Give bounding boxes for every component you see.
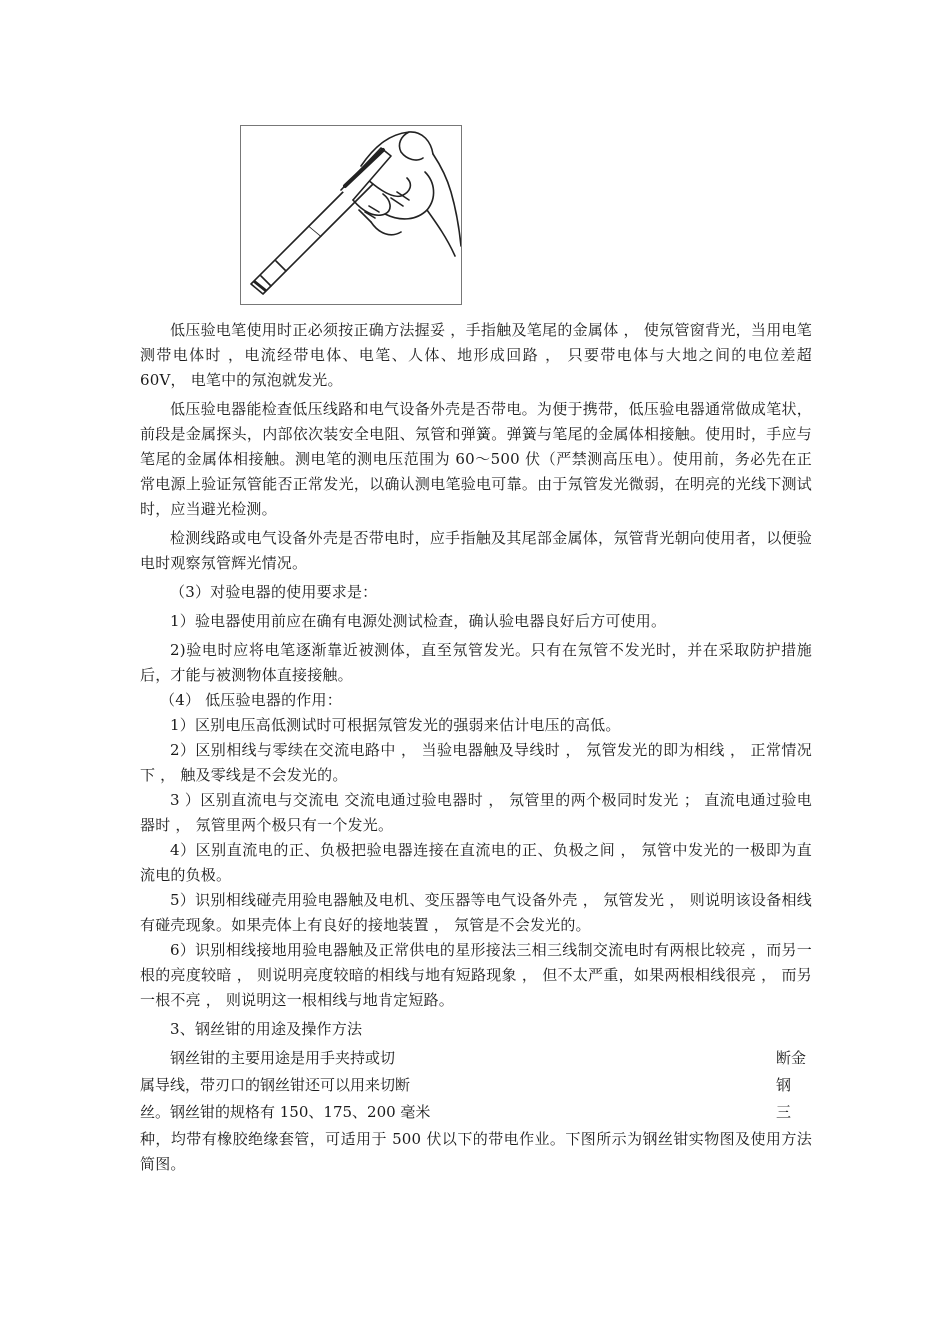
list-item: 1）区别电压高低测试时可根据氖管发光的强弱来估计电压的高低。	[170, 716, 621, 734]
test-pen-in-hand-icon	[241, 126, 461, 304]
list-item: 4）区别直流电的正、负极把验电器连接在直流电的正、负极之间 ， 氖管中发光的一极即为直流电的负极。	[140, 841, 812, 884]
paragraph: 种，均带有橡胶绝缘套管，可适用于 500 伏以下的带电作业。下图所示为钢丝钳实物图及使用方法简图。	[140, 1130, 812, 1173]
section-heading: 3、钢丝钳的用途及操作方法	[170, 1020, 363, 1038]
text-table	[140, 1046, 812, 1127]
document-body	[140, 318, 812, 1177]
paragraph: 低压验电笔使用时正必须按正确方法握妥 ，手指触及笔尾的金属体 ， 使氖管窗背光，当用电笔测带电体时 ，电流经带电体、电笔、人体、地形成回路 ， 只要带电体与大地之间的电位差超 60V， 电笔中的氖泡就发光。	[140, 321, 812, 389]
table-row	[140, 1100, 812, 1127]
list-item: 2)验电时应将电笔逐渐靠近被测体，直至氖管发光。只有在氖管不发光时，并在采取防护措施后，才能与被测物体直接接触。	[140, 641, 812, 684]
list-item: 2）区别相线与零续在交流电路中 ， 当验电器触及导线时 ， 氖管发光的即为相线 ， 正常情况下 ， 触及零线是不会发光的。	[140, 741, 812, 784]
table-cell: 属导线，带刃口的钢丝钳还可以用来切断	[140, 1076, 411, 1094]
table-row	[140, 1046, 812, 1073]
list-item: 6）识别相线接地用验电器触及正常供电的星形接法三相三线制交流电时有两根比较亮 ，而另一根的亮度较暗 ， 则说明亮度较暗的相线与地有短路现象 ， 但不太严重，如果两根相线很亮 ， 而另一根不亮 ， 则说明这一根相线与地肯定短路。	[140, 941, 812, 1009]
table-row	[140, 1073, 812, 1100]
list-item: 5）识别相线碰壳用验电器触及电机、变压器等电气设备外壳 ， 氖管发光 ， 则说明该设备相线有碰壳现象。如果壳体上有良好的接地装置 ， 氖管是不会发光的。	[140, 891, 812, 934]
table-cell: 丝。钢丝钳的规格有 150、175、200 毫米	[140, 1103, 431, 1121]
paragraph: 检测线路或电气设备外壳是否带电时，应手指触及其尾部金属体，氖管背光朝向使用者，以便验电时观察氖管辉光情况。	[140, 529, 812, 572]
section-heading: （4） 低压验电器的作用：	[160, 691, 342, 709]
table-cell: 钢丝钳的主要用途是用手夹持或切	[170, 1049, 396, 1067]
table-cell: 三	[776, 1103, 792, 1121]
list-item: 3 ）区别直流电与交流电 交流电通过验电器时 ， 氖管里的两个极同时发光 ； 直流电通过验电器时 ， 氖管里两个极只有一个发光。	[140, 791, 812, 834]
table-cell: 钢	[776, 1076, 792, 1094]
table-cell: 断金	[776, 1049, 807, 1067]
test-pen-illustration	[240, 125, 462, 305]
section-heading: （3）对验电器的使用要求是：	[170, 583, 378, 601]
paragraph: 低压验电器能检查低压线路和电气设备外壳是否带电。为便于携带，低压验电器通常做成笔状，前段是金属探头，内部依次装安全电阻、氖管和弹簧。弹簧与笔尾的金属体相接触。使用时，手应与笔尾的金属体相接触。测电笔的测电压范围为 60～500 伏（严禁测高压电）。使用前，务必先在正常电源上验证氖管能否正常发光，以确认测电笔验电可靠。由于氖管发光微弱，在明亮的光线下测试时，应当避光检测。	[140, 400, 812, 518]
list-item: 1）验电器使用前应在确有电源处测试检查，确认验电器良好后方可使用。	[170, 612, 667, 630]
